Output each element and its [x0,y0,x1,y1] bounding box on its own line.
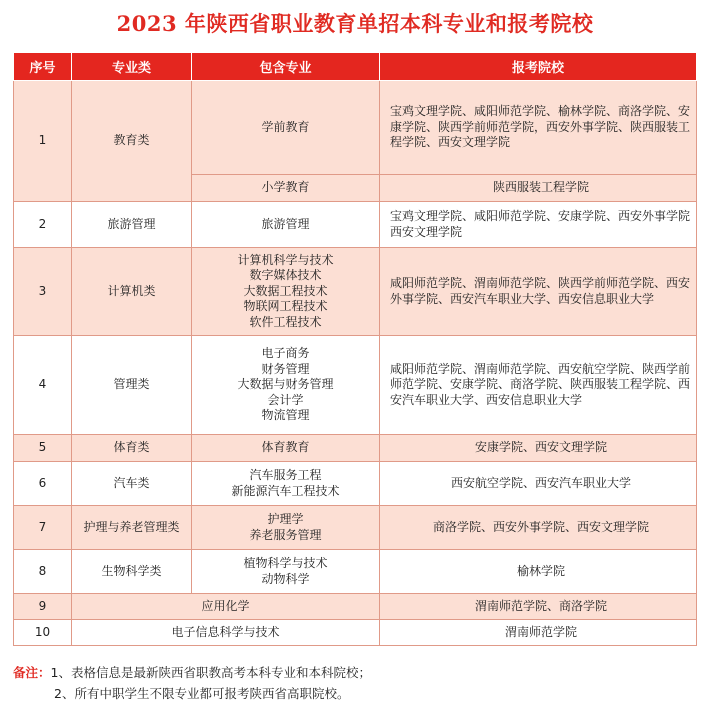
row-majors [192,550,380,594]
row-schools: 渭南师范学院、商洛学院 [380,594,697,620]
row-majors [192,202,380,248]
table-row [14,620,697,646]
table-row [14,550,697,594]
row-category: 管理类 [72,336,192,435]
row-category: 护理与养老管理类 [72,506,192,550]
major-item: 新能源汽车工程技术 [231,483,340,498]
major-item: 旅游管理 [261,216,310,231]
row-schools: 商洛学院、西安外事学院、西安文理学院 [380,506,697,550]
page-title: 2023 年陕西省职业教育单招本科专业和报考院校 [116,11,594,36]
notes [13,662,703,704]
major-item: 大数据与财务管理 [237,377,334,392]
row-schools: 宝鸡文理学院、咸阳师范学院、榆林学院、商洛学院、安康学院、陕西学前师范学院，西安外事学院、陕西服装工程学院、西安文理学院 [380,81,697,175]
table-row [14,506,697,550]
row-seq: 10 [14,620,72,646]
table-row [14,462,697,506]
major-item: 软件工程技术 [249,314,322,329]
major-item: 财务管理 [261,361,310,376]
row-seq: 1 [14,81,72,202]
row-category: 教育类 [72,81,192,202]
header-category: 专业类 [72,53,192,81]
major-item: 汽车服务工程 [249,468,322,482]
row-majors [192,435,380,462]
row-category: 旅游管理 [72,202,192,248]
table-row [14,336,697,435]
row-majors [192,248,380,336]
major-item: 数字媒体技术 [249,268,322,283]
major-item: 物流管理 [261,408,310,423]
row-schools: 咸阳师范学院、渭南师范学院、陕西学前师范学院、西安外事学院、西安汽车职业大学、西安信息职业大学 [380,248,697,336]
row-seq: 7 [14,506,72,550]
row-merged-major: 应用化学 [72,594,380,620]
major-item: 植物科学与技术 [243,556,328,570]
table-row [14,594,697,620]
row-seq: 4 [14,336,72,435]
row-category: 汽车类 [72,462,192,506]
major-item: 物联网工程技术 [243,299,328,314]
row-schools: 西安航空学院、西安汽车职业大学 [380,462,697,506]
major-item: 会计学 [267,392,304,407]
majors-table [13,52,697,646]
note-1: 1、表格信息是最新陕西省职教高考本科专业和本科院校； [50,665,371,680]
row-seq: 2 [14,202,72,248]
row-majors [192,462,380,506]
row-schools: 咸阳师范学院、渭南师范学院、西安航空学院、陕西学前师范学院、安康学院、商洛学院、陕西服装工程学院、西安汽车职业大学、西安信息职业大学 [380,336,697,435]
row-category: 生物科学类 [72,550,192,594]
major-item: 小学教育 [261,180,310,195]
row-category: 体育类 [72,435,192,462]
major-item: 动物科学 [261,571,310,586]
major-item: 计算机科学与技术 [237,252,334,267]
header-majors: 包含专业 [192,53,380,81]
row-schools: 宝鸡文理学院、咸阳师范学院、安康学院、西安外事学院西安文理学院 [380,202,697,248]
row-seq: 8 [14,550,72,594]
row-schools: 安康学院、西安文理学院 [380,435,697,462]
major-item: 电子商务 [261,346,310,361]
row-seq: 9 [14,594,72,620]
major-item: 体育教育 [261,440,310,455]
header-seq: 序号 [14,53,72,81]
header-schools: 报考院校 [380,53,697,81]
row-majors [192,81,380,175]
row-seq: 5 [14,435,72,462]
row-majors [192,175,380,202]
table-row [14,248,697,336]
row-majors [192,336,380,435]
table-row [14,81,697,175]
major-item: 大数据工程技术 [243,283,328,298]
row-schools: 榆林学院 [380,550,697,594]
major-item: 护理学 [267,512,304,526]
row-majors [192,506,380,550]
table-row [14,435,697,462]
table-row [14,202,697,248]
row-seq: 3 [14,248,72,336]
row-schools: 渭南师范学院 [380,620,697,646]
major-item: 学前教育 [261,119,310,134]
table-header-row [14,53,697,81]
note-2: 2、所有中职学生不限专业都可报考陕西省高职院校。 [54,686,350,701]
row-merged-major: 电子信息科学与技术 [72,620,380,646]
major-item: 养老服务管理 [249,527,322,542]
row-seq: 6 [14,462,72,506]
row-schools: 陕西服装工程学院 [380,175,697,202]
row-category: 计算机类 [72,248,192,336]
notes-label: 备注： [13,665,51,680]
